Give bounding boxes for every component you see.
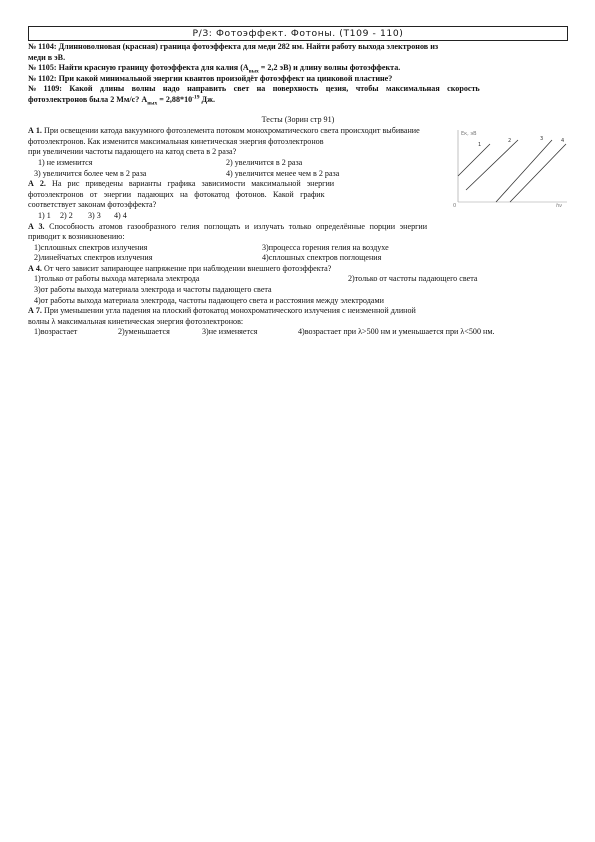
option: 1)возрастает <box>34 327 78 337</box>
question-label: А 3. <box>28 221 45 231</box>
problem-1102 <box>28 74 568 85</box>
problem-text: = 2,2 эВ) и длину волны фотоэффекта. <box>258 63 401 73</box>
problem-1104 <box>28 42 568 53</box>
tests-heading: Тесты (Зорин стр 91) <box>261 114 335 124</box>
question-text: приводит к возникновению: <box>28 232 125 242</box>
graph-x-label: hν <box>556 203 562 209</box>
problem-text: меди в эВ. <box>28 52 66 62</box>
superscript: -19 <box>192 94 200 101</box>
option: 3) увеличится более чем в 2 раза <box>34 168 147 178</box>
question-text: От чего зависит запирающее напряжение при наблюдении внешнего фотоэффекта? <box>41 263 332 273</box>
question-text: при увеличении частоты падающего на катод света в 2 раза? <box>28 147 237 157</box>
problem-1109-cont <box>28 95 568 106</box>
problem-1104-cont <box>28 53 568 64</box>
question-a3-line2 <box>28 232 568 243</box>
question-a4-options-row1 <box>28 274 568 285</box>
question-text: фотоэлектронов. Как изменится максимальная кинетическая энергия фотоэлектронов <box>28 136 324 146</box>
question-a2-line2 <box>28 190 443 201</box>
graph-line-label: 1 <box>478 142 482 149</box>
graph-y-label: Eк, эВ <box>461 131 477 138</box>
graph-line-2 <box>466 140 518 190</box>
question-a3-options-row1 <box>28 243 568 254</box>
question-a4-line1 <box>28 264 568 275</box>
problem-text: Какой длины волны надо направить свет на поверхность цезия, чтобы максимальная скорость <box>62 84 480 94</box>
question-text: соответствует законам фотоэффекта? <box>28 200 157 210</box>
problem-1109 <box>28 84 568 95</box>
option: 1)сплошных спектров излучения <box>34 242 148 252</box>
question-a7-line1 <box>28 306 568 317</box>
problem-text: фотоэлектронов была 2 Мм/с? А <box>28 94 148 104</box>
question-a7-line2 <box>28 317 568 328</box>
problem-1105 <box>28 63 568 74</box>
question-a2-line3 <box>28 200 443 211</box>
graph-line-label: 3 <box>540 136 544 143</box>
problem-text: = 2,88*10 <box>157 94 193 104</box>
option: 4) увеличится менее чем в 2 раза <box>226 168 340 178</box>
option: 4) 4 <box>114 210 127 220</box>
question-text: Способность атомов газообразного гелия поглощать и излучать только определённые порции энергии <box>44 221 428 231</box>
worksheet-page <box>28 26 568 338</box>
problem-text: Длинноволновая (красная) граница фотоэффекта для меди 282 нм. Найти работу выхода электронов из <box>56 42 439 51</box>
question-text: На рис приведены варианты графика зависимости максимальной энергии <box>45 179 335 189</box>
question-text: волны λ максимальная кинетическая энергия фотоэлектронов: <box>28 316 244 326</box>
question-a3-line1 <box>28 222 568 233</box>
graph-line-4 <box>510 144 566 202</box>
question-a4-option4 <box>28 296 568 307</box>
option: 3)от работы выхода материала электрода и частоты падающего света <box>34 285 272 295</box>
graph-line-label: 2 <box>508 138 512 145</box>
option: 2) 2 <box>60 210 73 220</box>
questions-a1-a2 <box>28 126 568 221</box>
problem-text: Найти красную границу фотоэффекта для калия (А <box>56 63 249 73</box>
option: 2)линейчатых спектров излучения <box>34 253 153 263</box>
graph-line-3 <box>496 140 552 202</box>
question-a7-options <box>28 327 568 338</box>
question-a2 <box>28 179 443 221</box>
option: 4)сплошных спектров поглощения <box>262 253 382 263</box>
option: 4)от работы выхода материала электрода, частоты падающего света и расстояния между электродами <box>34 295 384 305</box>
question-a2-line1 <box>28 179 443 190</box>
option: 3)не изменяется <box>202 327 258 337</box>
option: 3) 3 <box>88 210 101 220</box>
question-a2-options <box>28 211 443 222</box>
question-label: А 1. <box>28 126 42 136</box>
worksheet-title: Р/З: Фотоэффект. Фотоны. (Т109 - 110) <box>28 26 568 41</box>
problem-number: № 1109: <box>28 84 62 94</box>
option: 1) не изменится <box>38 157 93 167</box>
question-text: фотоэлектронов от энергии падающих на фотокатод фотонов. Какой график <box>28 189 325 199</box>
question-label: А 7. <box>28 306 42 316</box>
graph-origin-label: 0 <box>453 203 457 209</box>
problem-number: № 1102: <box>28 73 57 83</box>
option: 3)процесса горения гелия на воздухе <box>262 242 389 252</box>
question-text: При уменьшении угла падения на плоский фотокатод монохроматического излучения с неизменной длиной <box>41 306 416 316</box>
option: 1)только от работы выхода материала электрода <box>34 274 200 284</box>
graph-line-label: 4 <box>561 138 565 145</box>
problem-number: № 1105: <box>28 63 57 73</box>
option: 2) увеличится в 2 раза <box>226 157 303 167</box>
question-label: А 4. <box>28 263 42 273</box>
energy-graph <box>452 126 570 208</box>
option: 2)уменьшается <box>118 327 170 337</box>
question-text: При освещении катода вакуумного фотоэлемента потоком монохроматического света происходит выбивание <box>41 126 420 136</box>
question-a4-option3 <box>28 285 568 296</box>
question-label: А 2. <box>28 179 46 189</box>
problem-text: Дж. <box>199 94 215 104</box>
question-a3-options-row2 <box>28 253 568 264</box>
problem-text: При какой минимальной энергии квантов произойдёт фотоэффект на цинковой пластине? <box>56 73 393 83</box>
option: 4)возрастает при λ>500 нм и уменьшается при λ<500 нм. <box>298 327 495 337</box>
subscript: вых <box>147 100 158 106</box>
problem-number: № 1104: <box>28 42 57 51</box>
subscript: вых <box>248 68 259 74</box>
option: 1) 1 <box>38 210 51 220</box>
option: 2)только от частоты падающего света <box>348 274 478 284</box>
